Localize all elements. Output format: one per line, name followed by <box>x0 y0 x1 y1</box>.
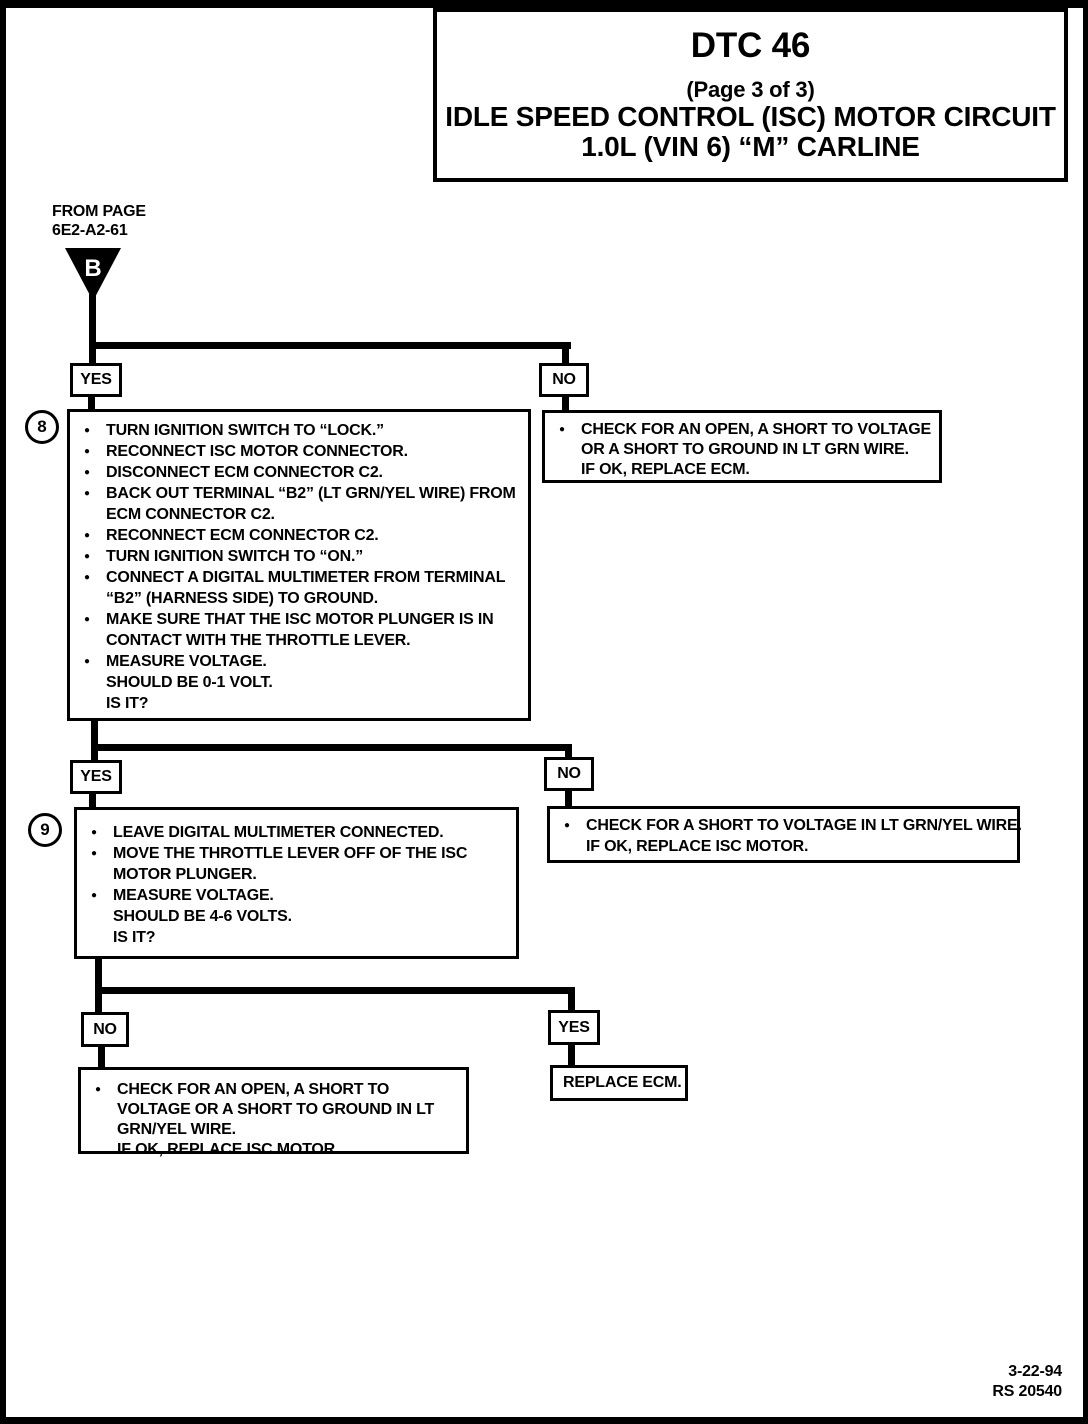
footer-ref: RS 20540 <box>992 1383 1062 1400</box>
page-note: (Page 3 of 3) <box>686 77 815 102</box>
tier1-no-label <box>539 363 589 397</box>
action-line <box>559 440 933 460</box>
svg-text:B: B <box>84 255 102 282</box>
bullet-icon: ● <box>559 424 565 435</box>
action-line <box>95 1080 460 1100</box>
action-line <box>84 630 522 651</box>
action-text: “B2” (HARNESS SIDE) TO GROUND. <box>106 590 378 607</box>
action-line <box>84 567 522 588</box>
replace-ecm-box <box>550 1065 688 1101</box>
connector-line <box>568 987 575 1012</box>
action-text: IF OK, REPLACE ISC MOTOR. <box>586 838 809 855</box>
bullet-icon <box>95 1120 117 1140</box>
action-line <box>84 462 522 483</box>
bullet-icon: ● <box>84 572 90 583</box>
action-line <box>84 609 522 630</box>
step-number-text: 9 <box>40 820 50 839</box>
action-line <box>84 693 522 714</box>
footer-date: 3-22-94 <box>1008 1363 1062 1380</box>
action-text: OR A SHORT TO GROUND IN LT GRN WIRE. <box>581 441 909 458</box>
action-text: CONNECT A DIGITAL MULTIMETER FROM TERMINAL <box>106 569 506 586</box>
action-text: TURN IGNITION SWITCH TO “ON.” <box>106 548 364 565</box>
action-line <box>84 651 522 672</box>
action-text: LEAVE DIGITAL MULTIMETER CONNECTED. <box>113 824 444 841</box>
action-text: SHOULD BE 4-6 VOLTS. <box>113 908 292 925</box>
action-text: CHECK FOR A SHORT TO VOLTAGE IN LT GRN/YEL WIRE. <box>586 817 1022 834</box>
bullet-icon <box>84 630 106 651</box>
from-page-label <box>52 202 146 240</box>
action-text: TURN IGNITION SWITCH TO “LOCK.” <box>106 422 384 439</box>
step-9-no-action-box <box>547 806 1020 863</box>
bullet-icon: ● <box>95 1084 101 1095</box>
action-text: SHOULD BE 0-1 VOLT. <box>106 674 273 691</box>
action-text: RECONNECT ECM CONNECTOR C2. <box>106 527 379 544</box>
bullet-icon <box>95 1100 117 1120</box>
bullet-icon <box>91 906 113 927</box>
step-9-number <box>28 813 62 847</box>
bullet-icon <box>84 672 106 693</box>
action-text: IS IT? <box>106 695 149 712</box>
bullet-icon <box>91 927 113 948</box>
from-page-line1: FROM PAGE <box>52 203 146 220</box>
action-line <box>91 864 510 885</box>
connector-line <box>89 294 96 366</box>
action-text: RECONNECT ISC MOTOR CONNECTOR. <box>106 443 408 460</box>
tier3-yes-label <box>548 1010 600 1045</box>
bullet-icon: ● <box>91 827 97 838</box>
connector-line <box>91 719 98 764</box>
bullet-icon: ● <box>84 530 90 541</box>
action-text: BACK OUT TERMINAL “B2” (LT GRN/YEL WIRE) FROM <box>106 485 516 502</box>
action-line <box>84 588 522 609</box>
action-text: CHECK FOR AN OPEN, A SHORT TO VOLTAGE <box>581 421 931 438</box>
bullet-icon <box>564 836 586 857</box>
step-8-number <box>25 410 59 444</box>
bullet-icon: ● <box>84 551 90 562</box>
action-line <box>564 836 1011 857</box>
tier3-no-label <box>81 1012 129 1047</box>
yes-text: YES <box>558 1018 590 1036</box>
final-no-action-box <box>78 1067 469 1158</box>
bullet-icon: ● <box>564 820 570 831</box>
from-page-line2: 6E2-A2-61 <box>52 222 128 239</box>
bullet-icon: ● <box>84 614 90 625</box>
bullet-icon: ● <box>84 425 90 436</box>
bullet-icon: ● <box>84 488 90 499</box>
action-text: CONTACT WITH THE THROTTLE LEVER. <box>106 632 411 649</box>
action-line <box>91 822 510 843</box>
bullet-icon: ● <box>84 446 90 457</box>
bullet-icon <box>84 693 106 714</box>
bullet-icon <box>559 440 581 460</box>
action-text: IF OK, REPLACE ECM. <box>581 461 750 478</box>
action-text: VOLTAGE OR A SHORT TO GROUND IN LT <box>117 1101 435 1118</box>
carline-title: 1.0L (VIN 6) “M” CARLINE <box>581 131 920 162</box>
connector-line <box>89 342 571 349</box>
connector-line <box>568 1043 575 1067</box>
action-text: MAKE SURE THAT THE ISC MOTOR PLUNGER IS IN <box>106 611 494 628</box>
step-8-action-box <box>67 409 531 721</box>
yes-text: YES <box>80 768 112 785</box>
yes-text: YES <box>80 371 112 388</box>
action-text: CHECK FOR AN OPEN, A SHORT TO <box>117 1081 390 1098</box>
no-text: NO <box>557 765 581 782</box>
action-line <box>84 525 522 546</box>
action-text: ECM CONNECTOR C2. <box>106 506 275 523</box>
action-text: MEASURE VOLTAGE. <box>106 653 267 670</box>
action-line <box>84 504 522 525</box>
bullet-icon <box>559 460 581 480</box>
bullet-icon: ● <box>91 848 97 859</box>
action-line <box>84 420 522 441</box>
action-line <box>91 885 510 906</box>
step-9-action-box <box>74 807 519 959</box>
action-text: DISCONNECT ECM CONNECTOR C2. <box>106 464 383 481</box>
title-box <box>433 8 1068 182</box>
bullet-icon <box>84 504 106 525</box>
tier1-yes-label <box>70 363 122 397</box>
no-text: NO <box>552 371 576 388</box>
action-text: IF OK, REPLACE ISC MOTOR. <box>117 1141 340 1158</box>
action-line <box>95 1120 460 1140</box>
footer-reference <box>900 1362 1062 1402</box>
action-line <box>84 672 522 693</box>
connector-line <box>98 1045 105 1069</box>
replace-ecm-text: REPLACE ECM. <box>563 1074 682 1091</box>
action-line <box>91 927 510 948</box>
action-line <box>84 546 522 567</box>
bullet-icon <box>91 864 113 885</box>
bullet-icon <box>84 588 106 609</box>
action-line <box>91 843 510 864</box>
connector-line <box>91 744 572 751</box>
action-line <box>559 420 933 440</box>
action-text: MOTOR PLUNGER. <box>113 866 257 883</box>
dtc-title: DTC 46 <box>690 26 811 65</box>
action-text: IS IT? <box>113 929 156 946</box>
action-line <box>559 460 933 480</box>
action-line <box>84 483 522 504</box>
no-text: NO <box>93 1020 117 1038</box>
bullet-icon <box>95 1140 117 1160</box>
bullet-icon: ● <box>84 467 90 478</box>
tier2-no-label <box>544 757 594 791</box>
action-text: MEASURE VOLTAGE. <box>113 887 274 904</box>
action-text: MOVE THE THROTTLE LEVER OFF OF THE ISC <box>113 845 468 862</box>
tier2-yes-label <box>70 760 122 794</box>
connector-line <box>95 987 575 994</box>
action-line <box>91 906 510 927</box>
step-8-no-action-box <box>542 410 942 483</box>
step-number-text: 8 <box>37 417 47 436</box>
action-line <box>564 815 1022 836</box>
bullet-icon: ● <box>84 656 90 667</box>
connector-line <box>95 957 102 1015</box>
circuit-title: IDLE SPEED CONTROL (ISC) MOTOR CIRCUIT <box>445 101 1056 132</box>
action-line <box>84 441 522 462</box>
action-line <box>95 1100 460 1120</box>
action-text: GRN/YEL WIRE. <box>117 1121 236 1138</box>
action-line <box>95 1140 460 1160</box>
bullet-icon: ● <box>91 890 97 901</box>
